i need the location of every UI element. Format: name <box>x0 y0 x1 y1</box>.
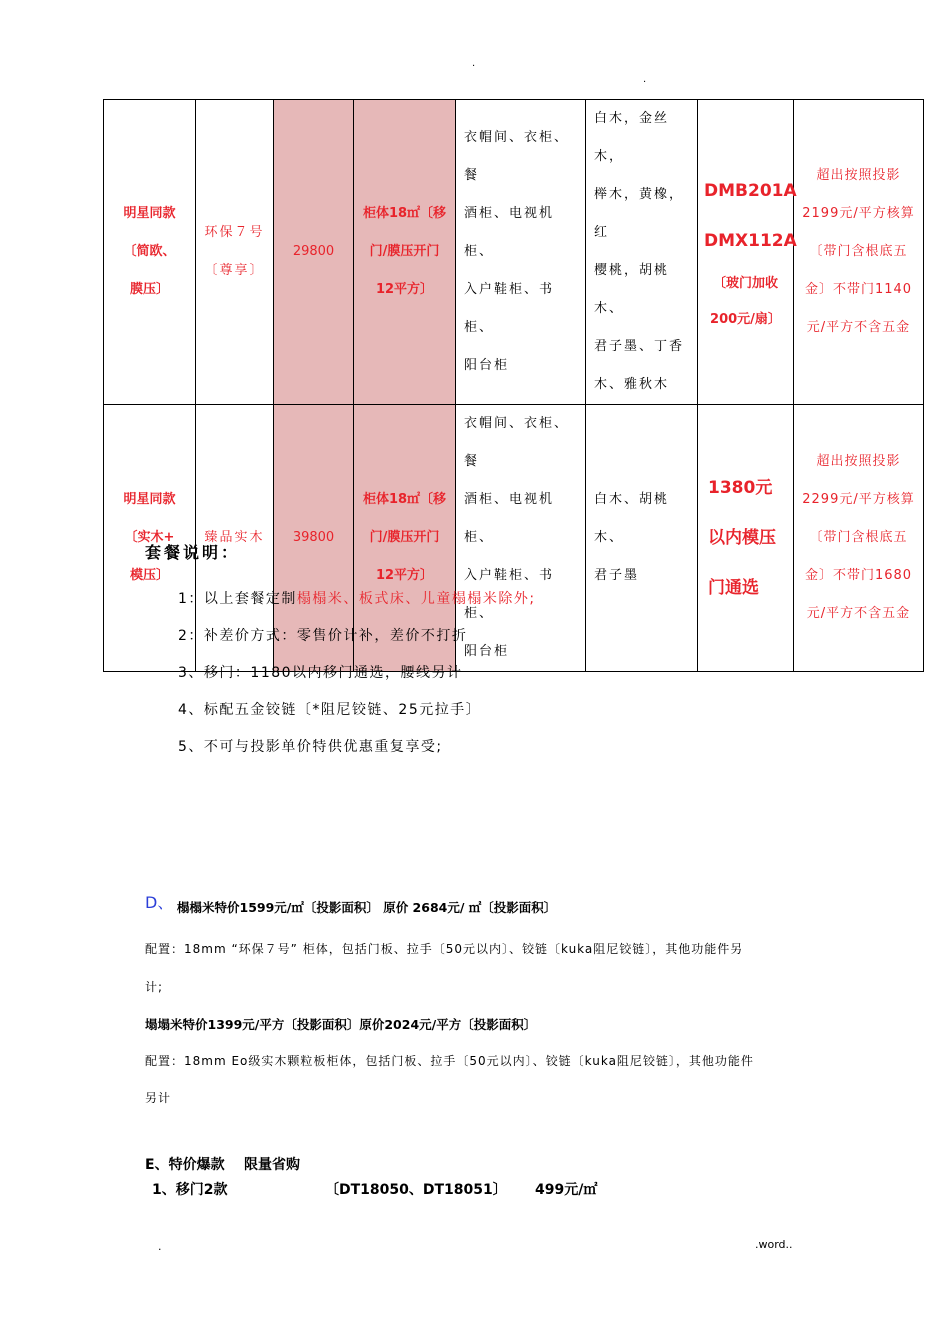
section-d-label: D、 <box>145 893 174 912</box>
price-cell: 39800 <box>274 405 354 672</box>
note-item-1-highlight: 榻榻米、板式床、儿童榻榻米除外; <box>296 591 536 607</box>
footer-left: . <box>158 1240 162 1253</box>
package-name-cell: 明星同款 〔实木+ 模压〕 <box>104 405 196 672</box>
section-d-config-2: 配置：18mm Eo级实木颗粒板柜体，包括门板、拉手〔50元以内〕、铰链〔kuka阻尼铰链〕，其他功能件 <box>145 1054 754 1068</box>
header-dot: . <box>643 74 647 85</box>
header-dot: . <box>472 58 476 69</box>
section-d-config-1: 配置：18mm “环保７号” 柜体，包括门板、拉手〔50元以内〕、铰链〔kuka阻尼铰链〕，其他功能件另 <box>145 942 744 956</box>
section-d-heading: 榻榻米特价1599元/㎡〔投影面积〕 原价 2684元/ ㎡〔投影面积〕 <box>177 900 557 915</box>
footer-right: .word.. <box>755 1238 793 1251</box>
section-d-heading-2: 塌塌米特价1399元/平方〔投影面积〕原价2024元/平方〔投影面积〕 <box>145 1017 537 1032</box>
items-cell: 衣帽间、衣柜、餐 酒柜、电视机柜、 入户鞋柜、书柜、 阳台柜 <box>456 100 586 405</box>
note-item-2: 2：补差价方式：零售价计补，差价不打折 <box>178 628 468 644</box>
door-cell: 1380元 以内模压 门通选 <box>698 405 794 672</box>
section-e-item-price: 499元/㎡ <box>535 1182 598 1198</box>
colors-cell: 白木，金丝木， 榉木，黄橡，红 樱桃，胡桃木、 君子墨、丁香 木、雅秋木 <box>586 100 698 405</box>
section-e-heading: E、特价爆款 限量省购 <box>145 1157 301 1173</box>
section-e-item-models: 〔DT18050、DT18051〕 <box>325 1182 507 1198</box>
section-d-config-1-cont: 计; <box>145 980 164 994</box>
cabinet-cell: 柜体18㎡〔移 门/膜压开门 12平方〕 <box>354 100 456 405</box>
items-cell: 衣帽间、衣柜、餐 酒柜、电视机柜、 入户鞋柜、书柜、 阳台柜 <box>456 405 586 672</box>
note-item-1-text: 1：以上套餐定制 <box>178 591 297 607</box>
colors-cell: 白木、胡桃木、 君子墨 <box>586 405 698 672</box>
over-price-cell: 超出按照投影 2299元/平方核算 〔带门含根底五 金〕不带门1680 元/平方不含五金 <box>794 405 924 672</box>
notes-title: 套餐说明： <box>145 543 241 562</box>
note-item-3: 3、移门：1180以内移门通选，腰线另计 <box>178 665 463 681</box>
section-e-item-label: 1、移门2款 <box>152 1182 228 1198</box>
series-cell: 环保７号 〔尊享〕 <box>196 100 274 405</box>
over-price-cell: 超出按照投影 2199元/平方核算 〔带门含根底五 金〕不带门1140 元/平方不含五金 <box>794 100 924 405</box>
cabinet-cell: 柜体18㎡〔移 门/膜压开门 12平方〕 <box>354 405 456 672</box>
price-cell: 29800 <box>274 100 354 405</box>
section-d-config-2-cont: 另计 <box>145 1091 172 1105</box>
table-row <box>104 100 924 405</box>
note-item-1 <box>178 588 536 608</box>
series-cell: 臻品实木 <box>196 405 274 672</box>
package-name-cell: 明星同款 〔简欧、 膜压〕 <box>104 100 196 405</box>
note-item-4: 4、标配五金铰链〔*阻尼铰链、25元拉手〕 <box>178 702 482 718</box>
door-models: DMB201A DMX112A <box>704 181 797 251</box>
package-table <box>103 99 924 672</box>
note-item-5: 5、不可与投影单价特供优惠重复享受; <box>178 739 443 755</box>
door-note: 〔玻门加收 200元/扇〕 <box>710 276 781 327</box>
door-cell <box>698 100 797 405</box>
